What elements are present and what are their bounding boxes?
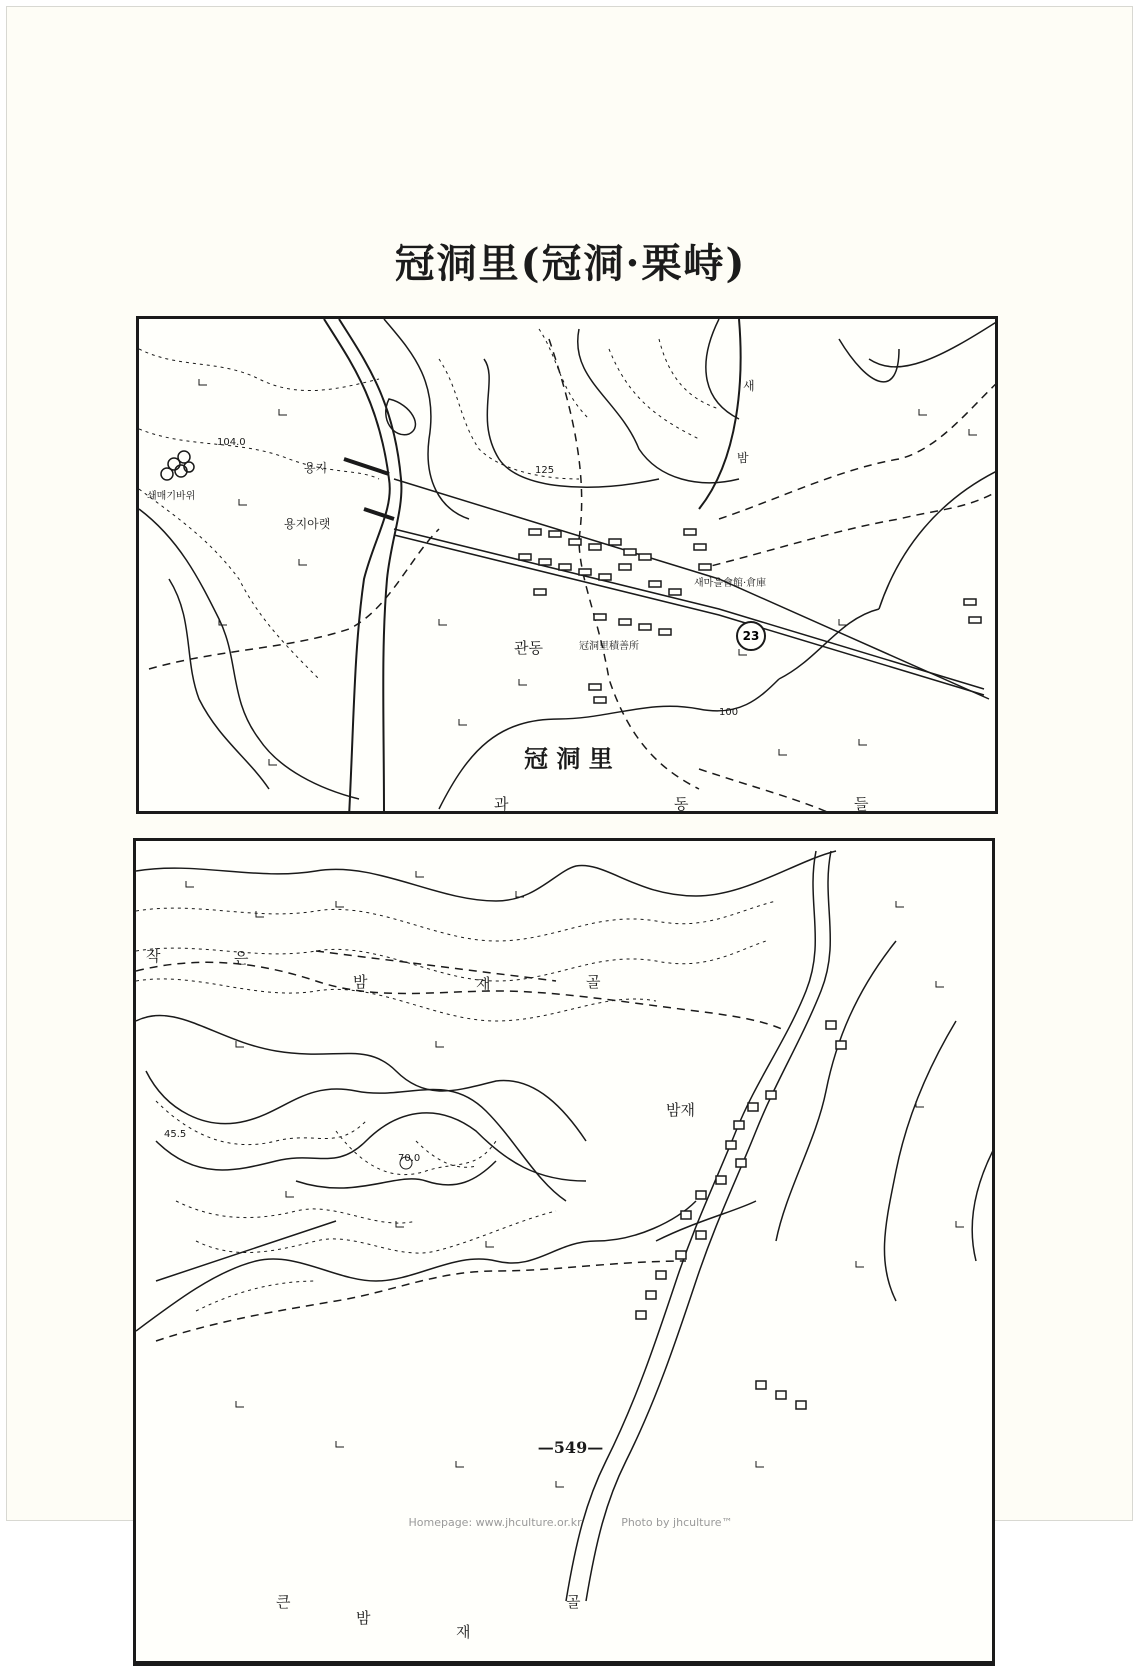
page-title: 冠洞里(冠洞·栗峙) bbox=[394, 240, 747, 287]
contour-line bbox=[578, 329, 739, 483]
footer-homepage[interactable]: Homepage: www.jhculture.or.kr bbox=[408, 1516, 582, 1529]
levee bbox=[344, 459, 389, 474]
contour-line bbox=[609, 349, 699, 439]
road-line bbox=[394, 535, 984, 695]
house-markers bbox=[519, 529, 981, 703]
keun-label: 큰 bbox=[276, 1593, 291, 1611]
gol-label: 골 bbox=[586, 973, 601, 991]
sae-label: 새 bbox=[743, 379, 755, 393]
bam-label: 밤 bbox=[353, 973, 368, 991]
contour-line bbox=[884, 1021, 956, 1301]
contour-line bbox=[176, 1201, 416, 1223]
contour-line bbox=[136, 851, 836, 901]
contour-line bbox=[659, 339, 719, 409]
contour-line bbox=[156, 1221, 336, 1281]
trail bbox=[149, 529, 439, 669]
bam-label: 밤 bbox=[737, 451, 749, 465]
page-number: —549— bbox=[537, 1438, 604, 1457]
stream-bank bbox=[339, 319, 401, 814]
house-markers bbox=[636, 1021, 846, 1409]
footer-photo-credit: Photo by jhculture™ bbox=[621, 1516, 733, 1529]
contour-line bbox=[869, 319, 998, 367]
rock-label: 쇄매기바위 bbox=[147, 491, 196, 502]
trail bbox=[719, 379, 998, 519]
road-line bbox=[586, 851, 831, 1601]
jae-label: 재 bbox=[476, 975, 491, 993]
village-label: 관동 bbox=[514, 639, 543, 657]
field-marks bbox=[186, 871, 964, 1487]
height-label: 104.0 bbox=[217, 437, 246, 448]
contour-line bbox=[146, 1071, 566, 1201]
map-top bbox=[136, 316, 998, 814]
pond-below-label: 용지아랫 bbox=[284, 517, 331, 531]
contour-line bbox=[972, 1141, 995, 1261]
contour-line bbox=[136, 941, 766, 981]
field-gwa-label: 과 bbox=[494, 795, 509, 813]
contour-line bbox=[839, 339, 899, 382]
trail bbox=[136, 962, 786, 1031]
contour-line bbox=[139, 349, 379, 391]
contour-line bbox=[169, 579, 269, 789]
contour-line bbox=[706, 319, 739, 419]
contour-line bbox=[136, 979, 656, 1021]
road-line bbox=[394, 479, 989, 699]
contour-line bbox=[776, 941, 896, 1241]
rock-symbol bbox=[161, 451, 194, 480]
hall-label: 새마을會館·倉庫 bbox=[694, 578, 767, 589]
contour-line bbox=[196, 1211, 556, 1253]
contour-line bbox=[439, 359, 579, 479]
bam2-label: 밤 bbox=[356, 1609, 371, 1627]
levee bbox=[364, 509, 394, 519]
field-dong-label: 동 bbox=[674, 795, 689, 813]
contour-line bbox=[136, 901, 776, 941]
topo-map-bottom bbox=[133, 838, 995, 1664]
jae2-label: 재 bbox=[456, 1623, 471, 1641]
contour-line bbox=[539, 329, 589, 419]
bamjae-label: 밤재 bbox=[666, 1101, 695, 1119]
road-line bbox=[394, 529, 984, 689]
office-label: 冠洞里積善所 bbox=[579, 641, 639, 652]
height-peak-label: 70.0 bbox=[398, 1153, 421, 1164]
trail bbox=[699, 769, 839, 814]
height-left-label: 45.5 bbox=[164, 1129, 187, 1140]
eun-label: 은 bbox=[234, 949, 249, 967]
gol2-label: 골 bbox=[566, 1593, 581, 1611]
contour-label-100: 100 bbox=[719, 707, 739, 718]
trail bbox=[156, 1261, 686, 1341]
contour-label-125: 125 bbox=[535, 465, 555, 476]
contour-line bbox=[879, 469, 998, 609]
footer bbox=[0, 1516, 1141, 1529]
pond-label: 용지 bbox=[304, 461, 328, 475]
contour-line bbox=[196, 1281, 316, 1311]
contour-line bbox=[136, 1015, 586, 1141]
contour-line bbox=[136, 1201, 696, 1331]
contour-line bbox=[296, 1161, 496, 1188]
field-deul-label: 들 bbox=[854, 795, 869, 813]
contour-line bbox=[156, 1101, 366, 1145]
ri-name-label: 冠 洞 里 bbox=[524, 744, 613, 773]
map-bottom-drawing bbox=[136, 841, 995, 1664]
trail bbox=[316, 951, 556, 981]
trail bbox=[699, 489, 998, 569]
jak-label: 작 bbox=[146, 947, 161, 965]
road-number-badge: 23 bbox=[736, 621, 766, 651]
contour-line bbox=[139, 509, 359, 799]
